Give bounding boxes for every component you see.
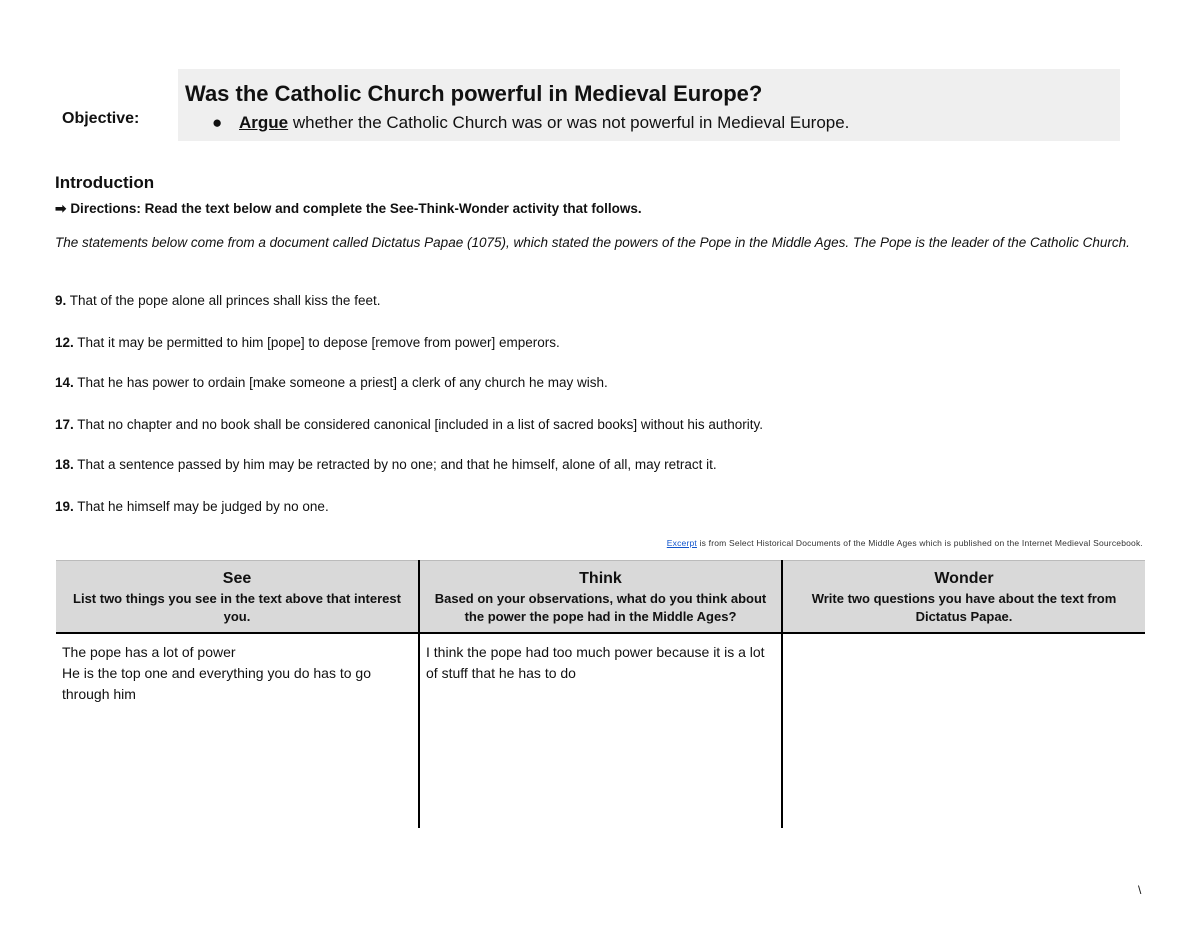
arrow-right-icon: ➡: [55, 201, 67, 216]
statement-item: [55, 457, 717, 472]
see-response-cell[interactable]: [56, 633, 419, 828]
objective-label: Objective:: [62, 110, 140, 127]
see-instruction: List two things you see in the text above that interest you.: [73, 591, 401, 624]
table-header-row: [56, 561, 1145, 634]
page-mark: \: [1138, 883, 1142, 897]
objective-verb: Argue: [239, 113, 289, 132]
table-response-row: [56, 633, 1145, 828]
statement-text: That a sentence passed by him may be retracted by no one; and that he himself, alone of all, may retract it.: [73, 457, 717, 472]
statement-number: 18.: [55, 457, 74, 472]
see-response-line: The pope has a lot of power: [62, 644, 236, 660]
statement-item: [55, 499, 329, 514]
introduction-text: The statements below come from a document called Dictatus Papae (1075), which stated the powers of the Pope in the Middle Ages. The Pope is the leader of the Catholic Church.: [55, 235, 1130, 250]
see-header: [56, 561, 419, 634]
directions: [55, 201, 642, 217]
wonder-response-cell[interactable]: [782, 633, 1145, 828]
statement-item: [55, 293, 380, 308]
statement-text: That he has power to ordain [make someone a priest] a clerk of any church he may wish.: [73, 375, 608, 390]
page-title: Was the Catholic Church powerful in Medieval Europe?: [185, 81, 763, 106]
excerpt-link[interactable]: Excerpt: [666, 538, 697, 548]
statement-number: 14.: [55, 375, 74, 390]
think-response-text: I think the pope had too much power because it is a lot of stuff that he has to do: [426, 644, 765, 681]
statement-number: 17.: [55, 417, 74, 432]
objective-text: whether the Catholic Church was or was not powerful in Medieval Europe.: [288, 113, 850, 132]
see-response-line: He is the top one and everything you do has to go through him: [62, 665, 371, 702]
think-response-cell[interactable]: [419, 633, 782, 828]
think-heading: Think: [579, 570, 622, 587]
statement-text: That no chapter and no book shall be considered canonical [included in a list of sacred books] without his authority.: [73, 417, 763, 432]
statement-number: 19.: [55, 499, 74, 514]
statement-item: [55, 375, 608, 390]
statement-text: That he himself may be judged by no one.: [73, 499, 329, 514]
statement-number: 12.: [55, 335, 74, 350]
statement-item: [55, 335, 560, 350]
bullet-icon: ●: [212, 113, 223, 132]
see-heading: See: [222, 570, 252, 587]
statement-text: That of the pope alone all princes shall kiss the feet.: [66, 293, 381, 308]
statement-number: 9.: [55, 293, 67, 308]
citation-text: is from Select Historical Documents of the Middle Ages which is published on the Internet Medieval Sourcebook.: [697, 538, 1143, 548]
wonder-header: [782, 561, 1145, 634]
objective-bullet: [212, 113, 849, 133]
wonder-heading: Wonder: [934, 570, 994, 587]
think-instruction: Based on your observations, what do you think about the power the pope had in the Middle Ages?: [434, 591, 767, 624]
see-think-wonder-table: [56, 560, 1145, 828]
think-header: [419, 561, 782, 634]
wonder-instruction: Write two questions you have about the text from Dictatus Papae.: [811, 591, 1117, 624]
directions-text: Directions: Read the text below and complete the See-Think-Wonder activity that follows.: [70, 201, 642, 216]
introduction-heading: Introduction: [55, 173, 155, 192]
statement-text: That it may be permitted to him [pope] to depose [remove from power] emperors.: [73, 335, 560, 350]
statement-item: [55, 417, 763, 432]
source-citation: [667, 538, 1143, 548]
